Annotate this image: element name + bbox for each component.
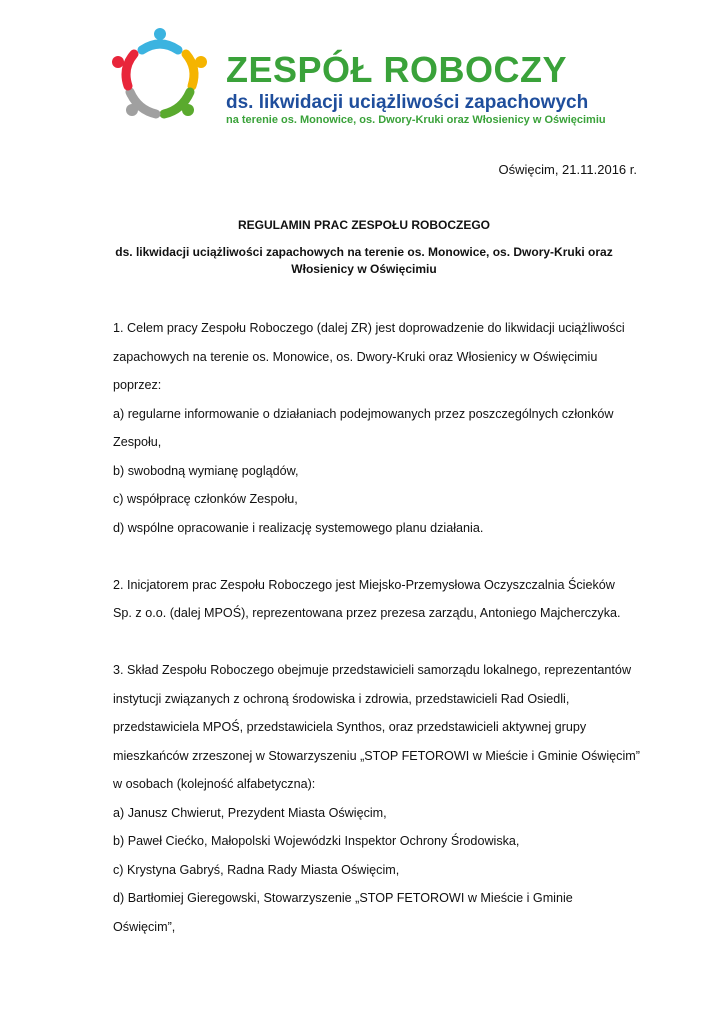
body-line: b) Paweł Ciećko, Małopolski Wojewódzki Inspektor Ochrony Środowiska, — [113, 834, 520, 848]
document-subtitle-line: ds. likwidacji uciążliwości zapachowych na terenie os. Monowice, os. Dwory-Kruki oraz — [115, 245, 613, 259]
body-line: c) współpracę członków Zespołu, — [113, 492, 298, 506]
logo-person-red — [112, 54, 134, 86]
body-line: instytucji związanych z ochroną środowiska i zdrowia, przedstawicieli Rad Osiedli, — [113, 691, 570, 706]
logo-person-green — [164, 92, 194, 116]
body-line: d) wspólne opracowanie i realizację systemowego planu działania. — [113, 520, 484, 535]
document-subtitle — [110, 244, 618, 278]
logo-person-blue — [142, 28, 178, 50]
logo-title: ZESPÓŁ ROBOCZY — [226, 49, 568, 90]
body-line: w osobach (kolejność alfabetyczna): — [113, 777, 316, 791]
body-line: c) Krystyna Gabryś, Radna Rady Miasta Oświęcim, — [113, 862, 400, 877]
body-line: 2. Inicjatorem prac Zespołu Roboczego jest Miejsko-Przemysłowa Oczyszczalnia Ścieków — [113, 577, 615, 592]
body-line: poprzez: — [113, 378, 162, 392]
paragraph-2 — [113, 571, 633, 628]
document-subtitle-line: Włosienicy w Oświęcimiu — [291, 262, 437, 276]
logo-person-gray — [126, 92, 156, 116]
paragraph-3 — [113, 656, 640, 941]
logo-subtitle: ds. likwidacji uciążliwości zapachowych — [226, 92, 589, 113]
body-line: zapachowych na terenie os. Monowice, os. Dwory-Kruki oraz Włosienicy w Oświęcimiu — [113, 349, 598, 364]
five-people-circle-logo-icon — [108, 24, 212, 124]
paragraph-gap — [113, 542, 633, 571]
document-date: Oświęcim, 21.11.2016 r. — [498, 162, 637, 177]
body-line: Sp. z o.o. (dalej MPOŚ), reprezentowana przez prezesa zarządu, Antoniego Majcherczyka. — [113, 606, 621, 620]
logo-person-yellow — [186, 54, 207, 86]
body-line: Oświęcim”, — [113, 919, 176, 934]
document-body — [113, 314, 640, 941]
document-title: REGULAMIN PRAC ZESPOŁU ROBOCZEGO — [237, 218, 490, 232]
body-line: 1. Celem pracy Zespołu Roboczego (dalej ZR) jest doprowadzenie do likwidacji uciążliwości — [113, 321, 625, 335]
body-line: przedstawiciela MPOŚ, przedstawiciela Synthos, oraz przedstawicieli aktywnej grupy — [113, 720, 587, 734]
paragraph-1 — [113, 314, 633, 542]
logo-tagline: na terenie os. Monowice, os. Dwory-Kruki oraz Włosienicy w Oświęcimiu — [226, 114, 606, 126]
body-line: a) regularne informowanie o działaniach podejmowanych przez poszczególnych członków — [113, 406, 614, 421]
header-logo — [108, 24, 608, 124]
paragraph-gap — [113, 628, 633, 657]
body-line: 3. Skład Zespołu Roboczego obejmuje przedstawicieli samorządu lokalnego, reprezentantów — [113, 663, 632, 677]
body-line: Zespołu, — [113, 435, 162, 449]
body-line: mieszkańców zrzeszonej w Stowarzyszeniu „STOP FETOROWI w Mieście i Gminie Oświęcim” — [113, 748, 640, 763]
body-line: a) Janusz Chwierut, Prezydent Miasta Oświęcim, — [113, 805, 387, 820]
body-line: b) swobodną wymianę poglądów, — [113, 463, 299, 478]
body-line: d) Bartłomiej Gieregowski, Stowarzyszenie „STOP FETOROWI w Mieście i Gminie — [113, 891, 573, 905]
